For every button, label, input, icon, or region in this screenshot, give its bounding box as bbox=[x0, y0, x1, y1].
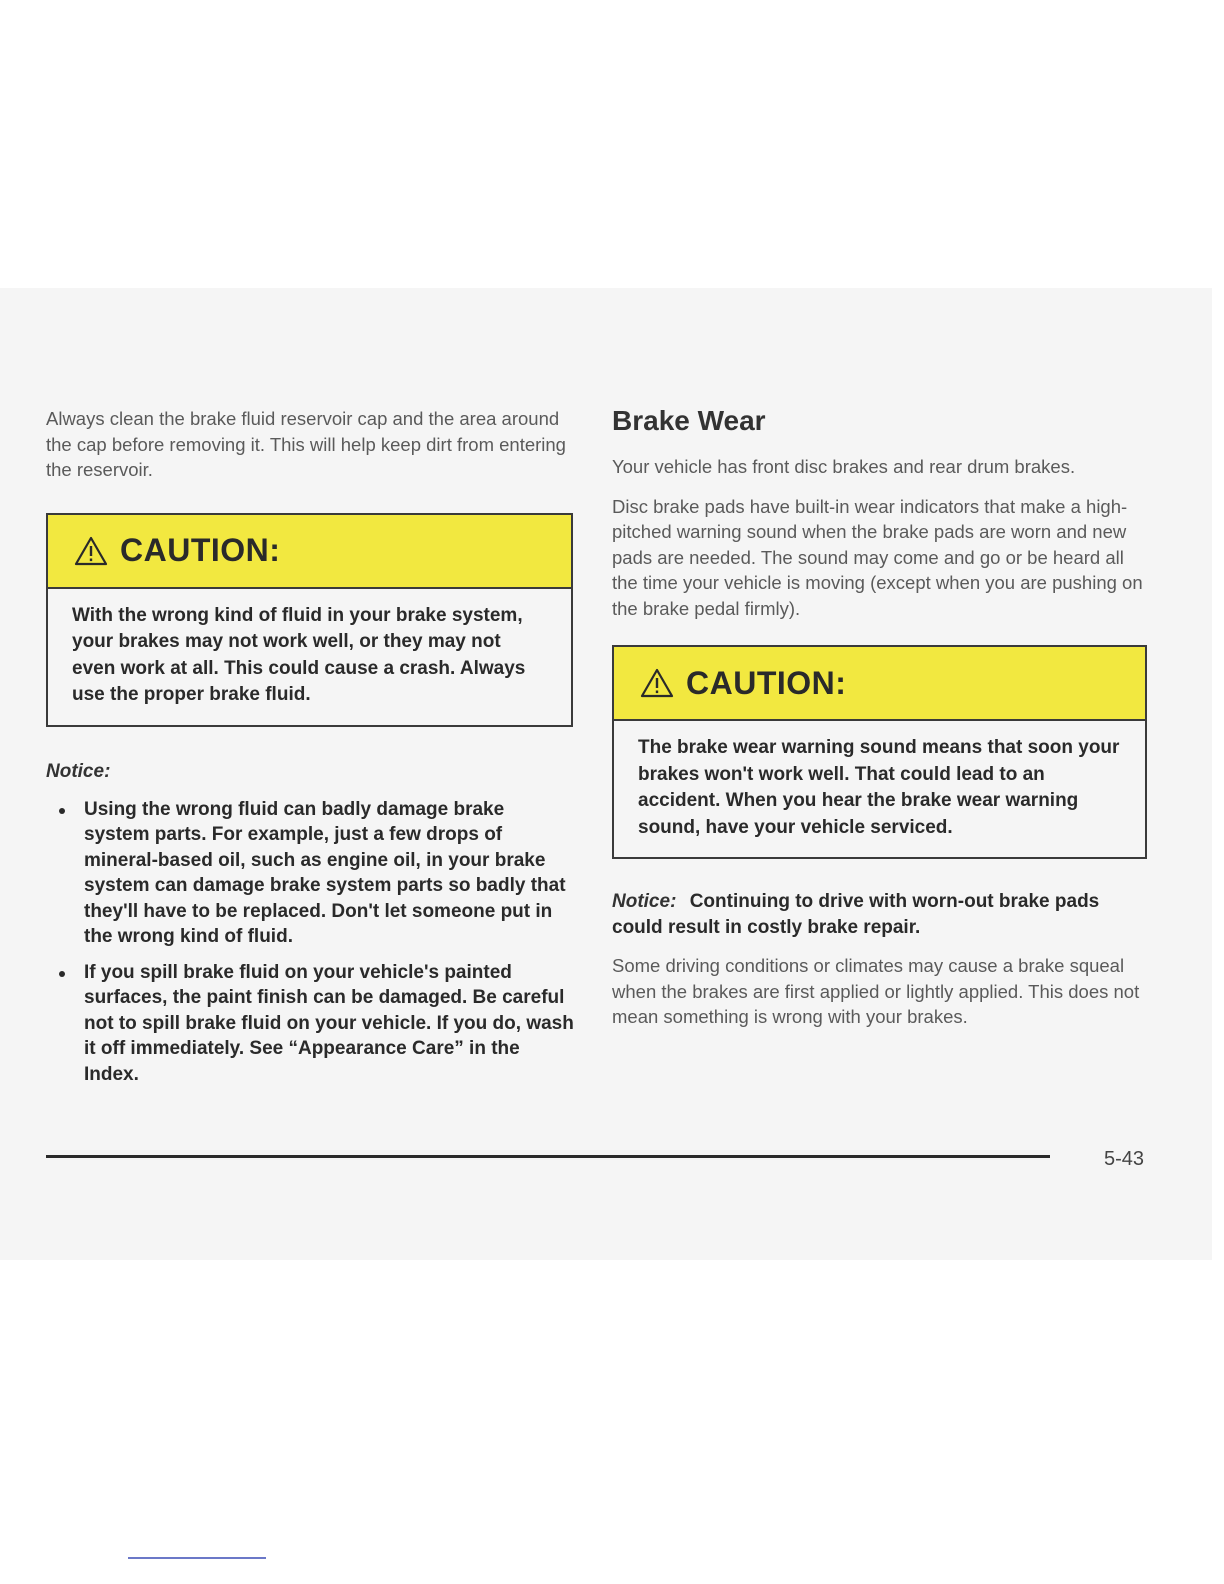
caution-header-right bbox=[614, 647, 1145, 721]
paragraph-1: Your vehicle has front disc brakes and rear drum brakes. bbox=[612, 456, 1076, 477]
caution-title-left: CAUTION: bbox=[120, 532, 281, 568]
caution-box-right bbox=[612, 645, 1147, 859]
notice-block-right bbox=[612, 889, 1132, 941]
bullet-text: Using the wrong fluid can badly damage brake system parts. For example, just a few drops of mineral-based oil, such as engine oil, in your brake system can damage brake system parts so badly that they'll have to be replaced. Don't let someone put in the wrong kind of fluid. bbox=[84, 798, 566, 947]
notice-text-right: Continuing to drive with worn-out brake pads could result in costly brake repair. bbox=[612, 891, 1100, 938]
bullet-icon bbox=[59, 971, 65, 977]
caution-body-right: The brake wear warning sound means that soon your brakes won't work well. That could lead to an accident. When you hear the brake wear warning sound, have your vehicle serviced. bbox=[638, 737, 1120, 838]
caution-box-left bbox=[46, 513, 573, 727]
footer-rule bbox=[46, 1155, 1050, 1158]
page-number: 5-43 bbox=[1104, 1148, 1145, 1170]
notice-label-left: Notice: bbox=[46, 760, 111, 782]
list-item bbox=[46, 960, 574, 1088]
warning-triangle-icon bbox=[74, 536, 108, 566]
section-heading: Brake Wear bbox=[612, 405, 766, 436]
bullet-text: If you spill brake fluid on your vehicle's painted surfaces, the paint finish can be damaged. Be careful not to spill brake fluid on your vehicle. If you do, wash it off immediately. See “Appearance Care” in the Index. bbox=[84, 961, 574, 1085]
caution-header-left bbox=[48, 515, 571, 589]
caution-body-left: With the wrong kind of fluid in your brake system, your brakes may not work well, or they may not even work at all. This could cause a crash. Always use the proper brake fluid. bbox=[72, 604, 526, 705]
paragraph-3: Some driving conditions or climates may cause a brake squeal when the brakes are first applied or lightly applied. This does not mean something is wrong with your brakes. bbox=[612, 955, 1140, 1027]
right-column bbox=[612, 404, 1150, 1030]
intro-paragraph: Always clean the brake fluid reservoir cap and the area around the cap before removing it. This will help keep dirt from entering the reservoir. bbox=[46, 408, 566, 480]
notice-block-left bbox=[46, 761, 574, 1088]
paragraph-2: Disc brake pads have built-in wear indicators that make a high-pitched warning sound when the brake pads are worn and new pads are needed. The sound may come and go or be heard all the time your vehicle is moving (except when you are pushing on the brake pedal firmly). bbox=[612, 495, 1143, 619]
list-item bbox=[46, 797, 574, 950]
left-column bbox=[46, 406, 574, 1087]
link-underline bbox=[128, 1557, 266, 1559]
notice-bullet-list bbox=[46, 797, 574, 1088]
caution-title-right: CAUTION: bbox=[686, 664, 847, 701]
bullet-icon bbox=[59, 808, 65, 814]
warning-triangle-icon bbox=[640, 668, 674, 698]
notice-label-right: Notice: bbox=[612, 891, 677, 912]
